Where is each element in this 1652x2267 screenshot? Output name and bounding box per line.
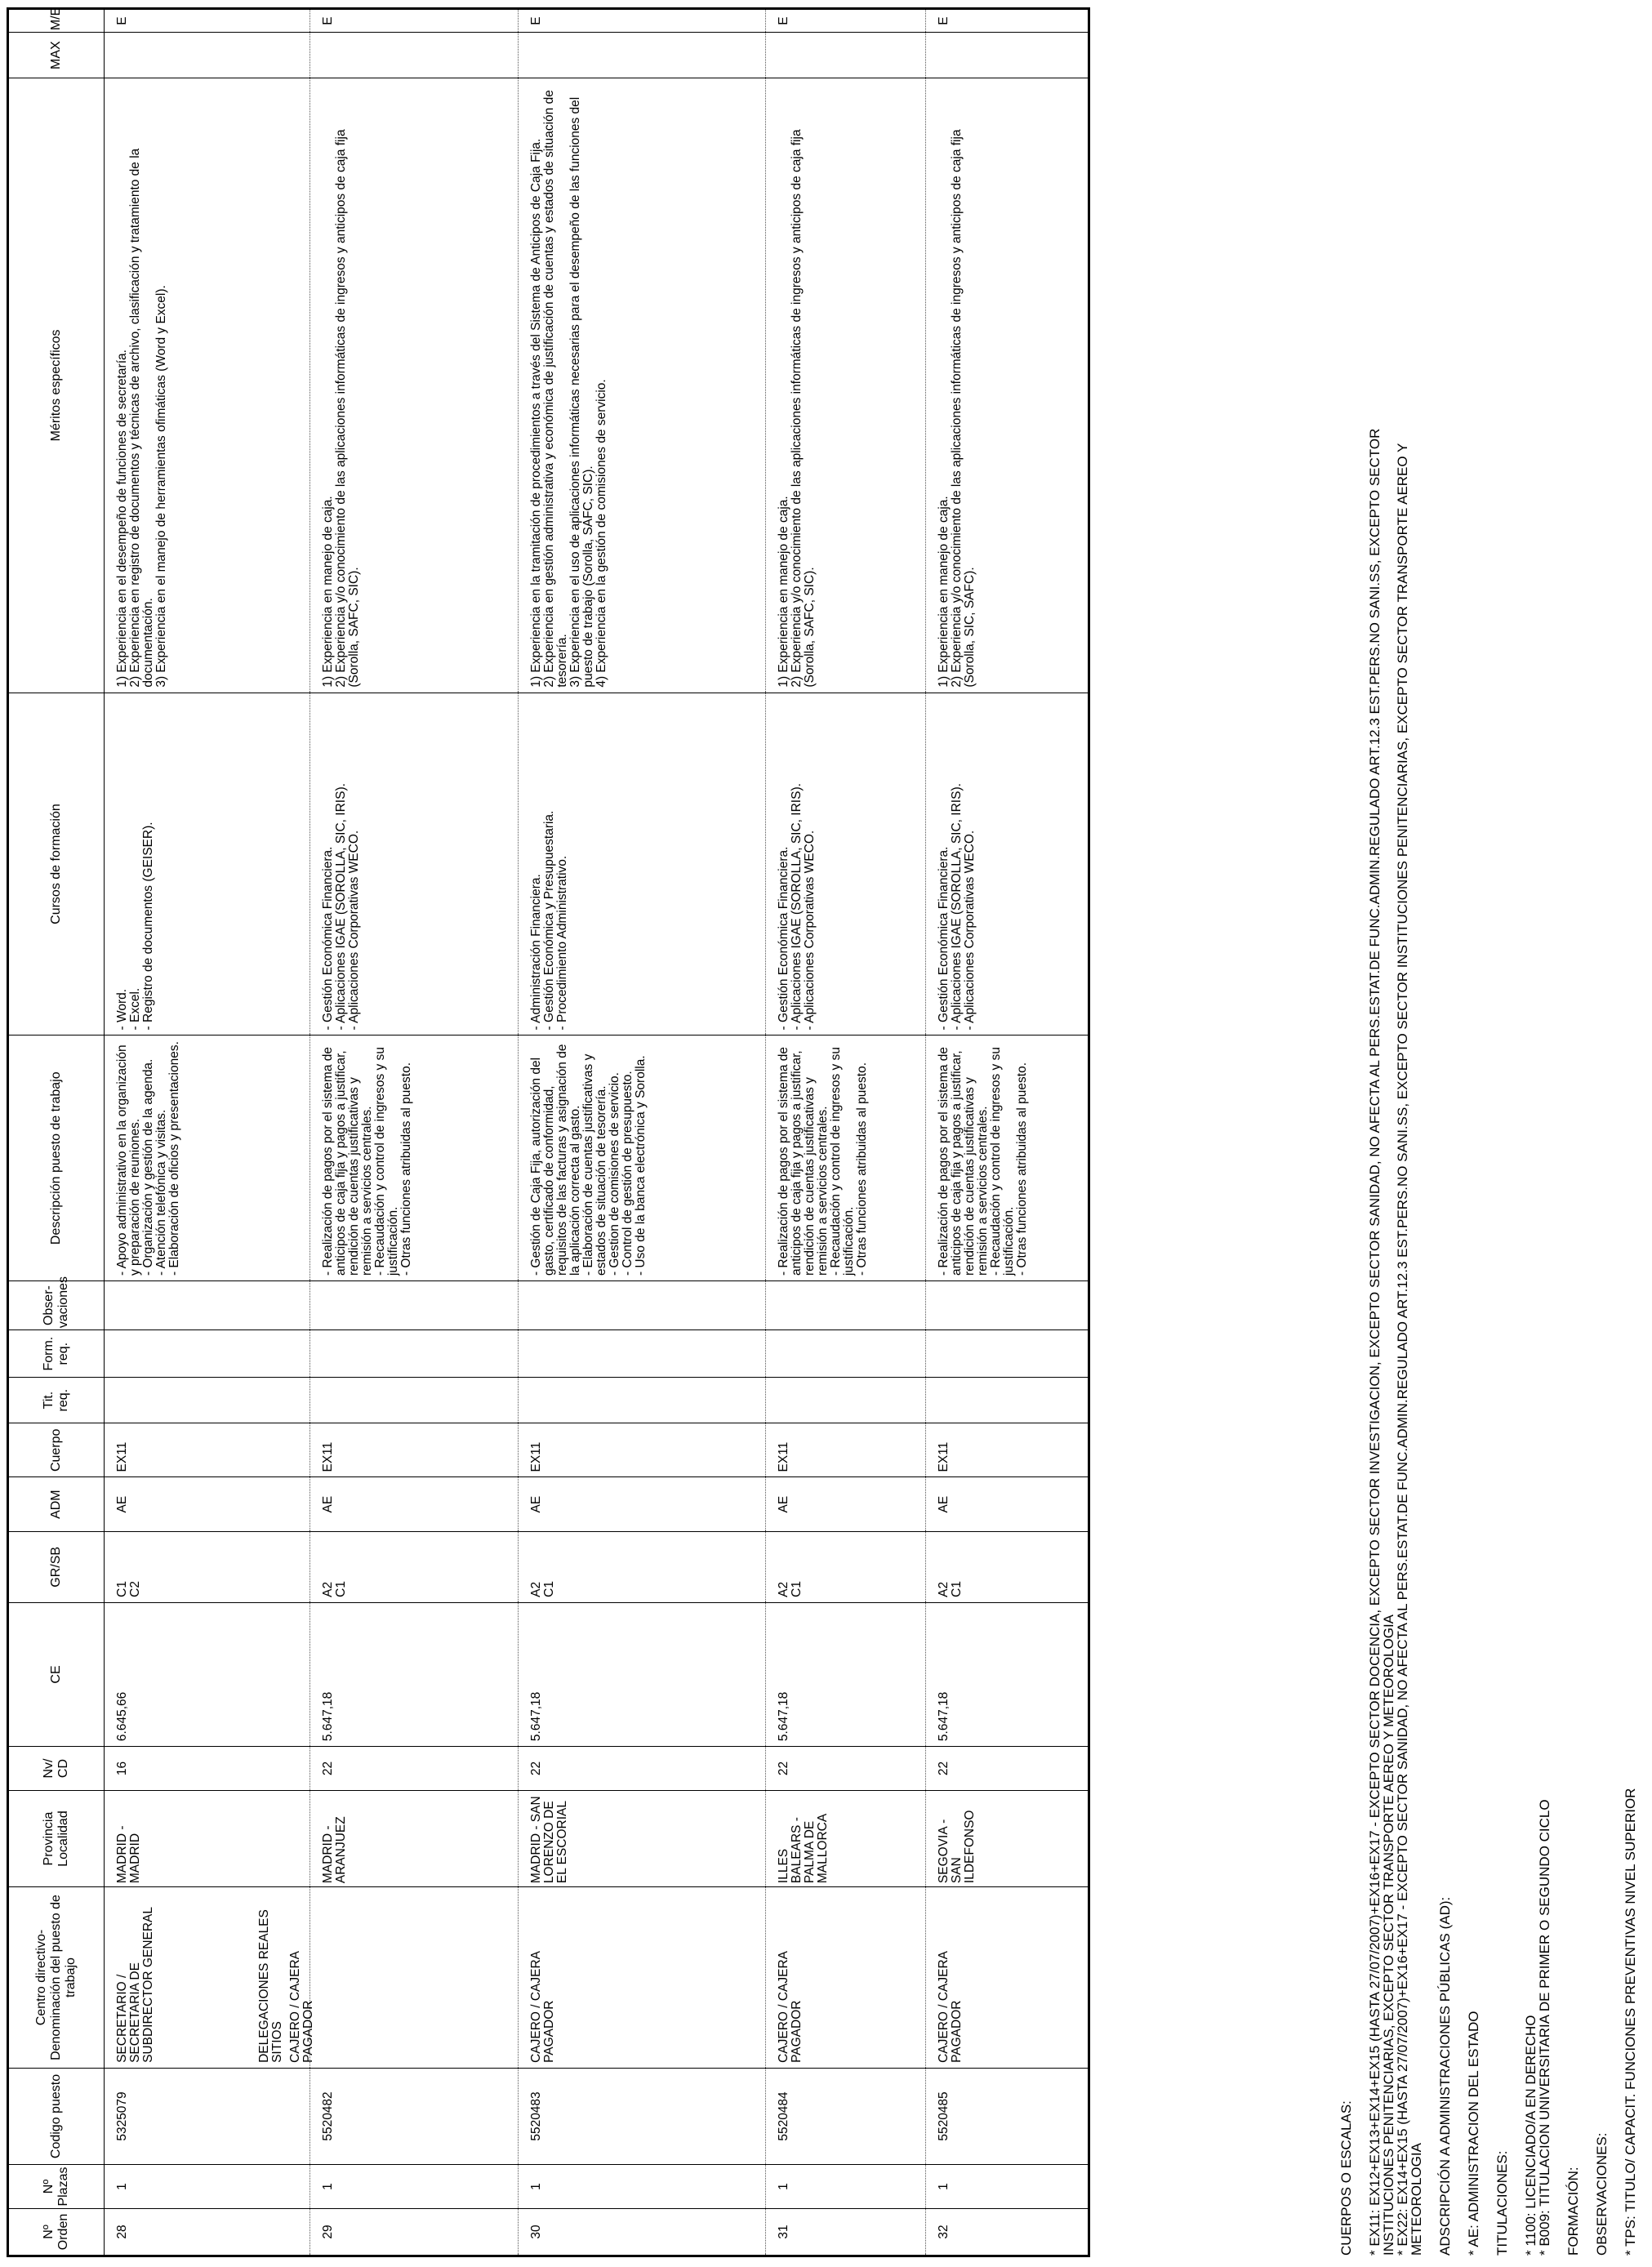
- cell-grsb: A2 C1: [519, 1531, 766, 1602]
- cell-cuerpo: EX11: [926, 1423, 1089, 1477]
- cell-codigo: 5325079: [105, 2068, 310, 2164]
- cell-me: E: [519, 9, 766, 33]
- cell-ce: 5.647,18: [766, 1602, 926, 1746]
- cell-cursos: - Administración Financiera. - Gestión Económica y Presupuestaria. - Procedimiento Administrativo.: [519, 693, 766, 1036]
- header-form: Form. req.: [8, 1330, 105, 1378]
- table-row: [519, 9, 766, 2256]
- footnotes: [1339, 51, 1652, 2256]
- cell-orden: 29: [310, 2208, 519, 2256]
- cell-ce: 5.647,18: [926, 1602, 1089, 1746]
- cell-nvcd: 22: [766, 1747, 926, 1791]
- cell-tit: [105, 1378, 310, 1423]
- cell-meritos: 1) Experiencia en manejo de caja. 2) Experiencia y/o conocimiento de las aplicaciones informáticas de ingresos y anticipos de caja fija (Sorolla, SIC, SAFC).: [926, 78, 1089, 693]
- header-nvcd: Nv/ CD: [8, 1747, 105, 1791]
- cell-adm: AE: [766, 1477, 926, 1531]
- cell-centro: [766, 1887, 926, 2069]
- cell-cursos: - Gestión Económica Financiera. - Aplicaciones IGAE (SOROLLA, SIC, IRIS). - Aplicaciones Corporativas WECO.: [766, 693, 926, 1036]
- cell-centro: [257, 1887, 519, 2069]
- cell-obs: [519, 1281, 766, 1330]
- cell-me: E: [105, 9, 310, 33]
- cell-plazas: 1: [926, 2165, 1089, 2209]
- table-row: [310, 9, 519, 2256]
- cell-obs: [310, 1281, 519, 1330]
- cell-cuerpo: EX11: [105, 1423, 310, 1477]
- note-b009: * B009: TITULACION UNIVERSITARIA DE PRIMER O SEGUNDO CICLO: [1537, 1799, 1552, 2256]
- cell-cursos: - Gestión Económica Financiera. - Aplicaciones IGAE (SOROLLA, SIC, IRIS). - Aplicaciones Corporativas WECO.: [310, 693, 519, 1036]
- cell-meritos: 1) Experiencia en la tramitación de procedimientos a través del Sistema de Anticipos de Caja Fija. 2) Experiencia en gestión administrativa y económica de justificación de cuentas y estados de situación de tesorería. 3) Experiencia en el uso de aplicaciones informáticas necesarias para el desempeño de las funciones del puesto de trabajo (Sorolla, SAFC, SIC). 4) Experiencia en la gestión de comisiones de servicio.: [519, 78, 766, 693]
- note-ex11-line2: INSTITUCIONES PENITENCIARIAS, EXCEPTO SECTOR TRANSPORTE AEREO Y METEOROLOGIA: [1381, 1614, 1396, 2256]
- cell-provincia: MADRID - ARANJUEZ: [310, 1790, 519, 1886]
- cell-obs: [105, 1281, 310, 1330]
- centro-puesto: CAJERO / CAJERA PAGADOR: [777, 1951, 804, 2063]
- positions-table: [7, 7, 1090, 2257]
- cell-ce: 5.647,18: [310, 1602, 519, 1746]
- header-max: MAX: [8, 33, 105, 78]
- cell-centro: [926, 1887, 1089, 2069]
- cell-nvcd: 16: [105, 1747, 310, 1791]
- cell-desc: - Gestión de Caja Fija, autorización del gasto, certificado de conformidad, requisitos de las facturas y asignación de la aplicación correcta al gasto. - Elaboración de cuentas justificativas y estados de situación de tesorería. - Gestion de comisiones de servicio. - Control de gestión de presupuesto. - Uso de la banca electrónica y Sorolla.: [519, 1036, 766, 1281]
- notes-observaciones-title: OBSERVACIONES:: [1594, 2132, 1610, 2256]
- cell-max: [766, 33, 926, 78]
- header-obs: Obser- vaciones: [8, 1281, 105, 1330]
- centro-puesto: CAJERO / CAJERA PAGADOR: [288, 1951, 315, 2063]
- cell-desc: - Apoyo administrativo en la organización y preparación de reuniones. - Organización y gestión de la agenda. - Atención telefónica y visitas. - Elaboración de oficios y presentaciones.: [105, 1036, 310, 1281]
- cell-tit: [926, 1378, 1089, 1423]
- cell-adm: AE: [519, 1477, 766, 1531]
- cell-orden: 28: [105, 2208, 310, 2256]
- note-1100: * 1100: LICENCIADO/A EN DERECHO: [1523, 2015, 1538, 2256]
- cell-form: [519, 1330, 766, 1378]
- cell-max: [519, 33, 766, 78]
- cell-tit: [519, 1378, 766, 1423]
- header-row: [8, 9, 105, 2256]
- header-codigo: Codigo puesto: [8, 2068, 105, 2164]
- cell-provincia: SEGOVIA - SAN ILDEFONSO: [926, 1790, 1089, 1886]
- cell-cursos: - Word. - Excel. - Registro de documentos (GEISER).: [105, 693, 310, 1036]
- header-provincia: Provincia Localidad: [8, 1790, 105, 1886]
- notes-adscripcion-title: ADSCRIPCIÓN A ADMINISTRACIONES PÚBLICAS (AD):: [1437, 1896, 1453, 2256]
- cell-nvcd: 22: [519, 1747, 766, 1791]
- cell-max: [105, 33, 310, 78]
- cell-meritos: 1) Experiencia en manejo de caja. 2) Experiencia y/o conocimiento de las aplicaciones informáticas de ingresos y anticipos de caja fija (Sorolla, SAFC, SIC).: [766, 78, 926, 693]
- cell-tit: [310, 1378, 519, 1423]
- cell-meritos: 1) Experiencia en el desempeño de funciones de secretaría. 2) Experiencia en registro de documentos y técnicas de archivo, clasificación y tratamiento de la documentación. 3) Experiencia en el manejo de herramientas ofimáticas (Word y Excel).: [105, 78, 310, 693]
- cell-desc: - Realización de pagos por el sistema de anticipos de caja fija y pagos a justificar, rendición de cuentas justificativas y remisión a servicios centrales. - Recaudación y control de ingresos y su justificación. - Otras funciones atribuidas al puesto.: [926, 1036, 1089, 1281]
- centro-header: DELEGACIONES REALES SITIOS: [257, 1909, 284, 2063]
- cell-tit: [766, 1378, 926, 1423]
- cell-codigo: 5520483: [519, 2068, 766, 2164]
- centro-puesto: SECRETARIO / SECRETARIA DE SUBDIRECTOR GENERAL: [115, 1907, 155, 2063]
- cell-cuerpo: EX11: [310, 1423, 519, 1477]
- header-desc: Descripción puesto de trabajo: [8, 1036, 105, 1281]
- cell-orden: 32: [926, 2208, 1089, 2256]
- cell-plazas: 1: [310, 2165, 519, 2209]
- cell-form: [310, 1330, 519, 1378]
- cell-grsb: C1 C2: [105, 1531, 310, 1602]
- cell-provincia: ILLES BALEARS - PALMA DE MALLORCA: [766, 1790, 926, 1886]
- cell-centro: [519, 1887, 766, 2069]
- header-grsb: GR/SB: [8, 1531, 105, 1602]
- cell-orden: 30: [519, 2208, 766, 2256]
- cell-adm: AE: [310, 1477, 519, 1531]
- cell-grsb: A2 C1: [310, 1531, 519, 1602]
- header-me: M/E: [8, 9, 105, 33]
- cell-me: E: [310, 9, 519, 33]
- header-cursos: Cursos de formación: [8, 693, 105, 1036]
- header-cuerpo: Cuerpo: [8, 1423, 105, 1477]
- cell-orden: 31: [766, 2208, 926, 2256]
- note-ex22-line2: METEOROLOGIA: [1409, 2143, 1424, 2256]
- note-tps: * TPS: TITULO/ CAPACIT. FUNCIONES PREVENTIVAS NIVEL SUPERIOR: [1623, 1788, 1638, 2256]
- table-row: [926, 9, 1089, 2256]
- cell-ce: 5.647,18: [519, 1602, 766, 1746]
- cell-codigo: 5520484: [766, 2068, 926, 2164]
- cell-plazas: 1: [519, 2165, 766, 2209]
- note-ex11-line1: * EX11: EX12+EX13+EX14+EX15 (HASTA 27/07/2007)+EX16+EX17 - EXCEPTO SECTOR DOCENCIA, EXCEPTO SECTOR INVESTIGACION, EXCEPTO SECTOR SANIDAD, NO AFECTA AL PERS.ESTAT.DE FUNC.ADMIN.REGULADO ART.12.3 EST.PERS.NO SANI.SS, EXCEPTO SECTOR: [1367, 428, 1383, 2256]
- notes-cuerpos-block: [1368, 51, 1423, 2256]
- table-container: [7, 7, 1090, 2257]
- cell-me: E: [766, 9, 926, 33]
- cell-plazas: 1: [766, 2165, 926, 2209]
- cell-form: [766, 1330, 926, 1378]
- notes-cuerpos-title: CUERPOS O ESCALAS:: [1338, 2100, 1354, 2256]
- cell-grsb: A2 C1: [766, 1531, 926, 1602]
- notes-titulaciones-title: TITULACIONES:: [1494, 2150, 1510, 2256]
- cell-ce: 6.645,66: [105, 1602, 310, 1746]
- cell-form: [926, 1330, 1089, 1378]
- notes-titulaciones-block: [1524, 51, 1552, 2256]
- cell-plazas: 1: [105, 2165, 310, 2209]
- header-ce: CE: [8, 1602, 105, 1746]
- cell-nvcd: 22: [926, 1747, 1089, 1791]
- cell-desc: - Realización de pagos por el sistema de anticipos de caja fija y pagos a justificar, rendición de cuentas justificativas y remisión a servicios centrales. - Recaudación y control de ingresos y su justificación. - Otras funciones atribuidas al puesto.: [766, 1036, 926, 1281]
- cell-max: [310, 33, 519, 78]
- cell-nvcd: 22: [310, 1747, 519, 1791]
- cell-cuerpo: EX11: [519, 1423, 766, 1477]
- cell-form: [105, 1330, 310, 1378]
- centro-puesto: CAJERO / CAJERA PAGADOR: [937, 1951, 964, 2063]
- centro-puesto: CAJERO / CAJERA PAGADOR: [529, 1951, 556, 2063]
- cell-cursos: - Gestión Económica Financiera. - Aplicaciones IGAE (SOROLLA, SIC, IRIS). - Aplicaciones Corporativas WECO.: [926, 693, 1089, 1036]
- table-row: [766, 9, 926, 2256]
- cell-grsb: A2 C1: [926, 1531, 1089, 1602]
- cell-cuerpo: EX11: [766, 1423, 926, 1477]
- note-ex22-line1: * EX22: EX14+EX15 (HASTA 27/07/2007)+EX16+EX17 - EXCEPTO SECTOR SANIDAD, NO AFECTA AL PERS.ESTAT.DE FUNC.ADMIN.REGULADO ART.12.3 EST.PERS.NO SANI.SS, EXCEPTO SECTOR INSTITUCIONES PENITENCIARIAS, EXCEPTO SECTOR TRANSPORTE AEREO Y: [1395, 443, 1410, 2256]
- cell-adm: AE: [105, 1477, 310, 1531]
- header-adm: ADM: [8, 1477, 105, 1531]
- cell-codigo: 5520482: [310, 2068, 519, 2164]
- cell-meritos: 1) Experiencia en manejo de caja. 2) Experiencia y/o conocimiento de las aplicaciones informáticas de ingresos y anticipos de caja fija (Sorolla, SAFC, SIC).: [310, 78, 519, 693]
- header-meritos: Méritos específicos: [8, 78, 105, 693]
- header-plazas: Nº Plazas: [8, 2165, 105, 2209]
- cell-obs: [926, 1281, 1089, 1330]
- cell-obs: [766, 1281, 926, 1330]
- header-orden: Nº Orden: [8, 2208, 105, 2256]
- notes-formacion-title: FORMACIÓN:: [1565, 2167, 1581, 2256]
- cell-adm: AE: [926, 1477, 1089, 1531]
- cell-me: E: [926, 9, 1089, 33]
- note-ae: * AE: ADMINISTRACION DEL ESTADO: [1466, 2011, 1481, 2256]
- header-centro: Centro directivo- Denominación del puesto de trabajo: [8, 1887, 105, 2069]
- cell-max: [926, 33, 1089, 78]
- cell-provincia: MADRID - MADRID: [105, 1790, 310, 1886]
- header-tit: Tit. req.: [8, 1378, 105, 1423]
- cell-codigo: 5520485: [926, 2068, 1089, 2164]
- cell-provincia: MADRID - SAN LORENZO DE EL ESCORIAL: [519, 1790, 766, 1886]
- cell-desc: - Realización de pagos por el sistema de anticipos de caja fija y pagos a justificar, rendición de cuentas justificativas y remisión a servicios centrales. - Recaudación y control de ingresos y su justificación. - Otras funciones atribuidas al puesto.: [310, 1036, 519, 1281]
